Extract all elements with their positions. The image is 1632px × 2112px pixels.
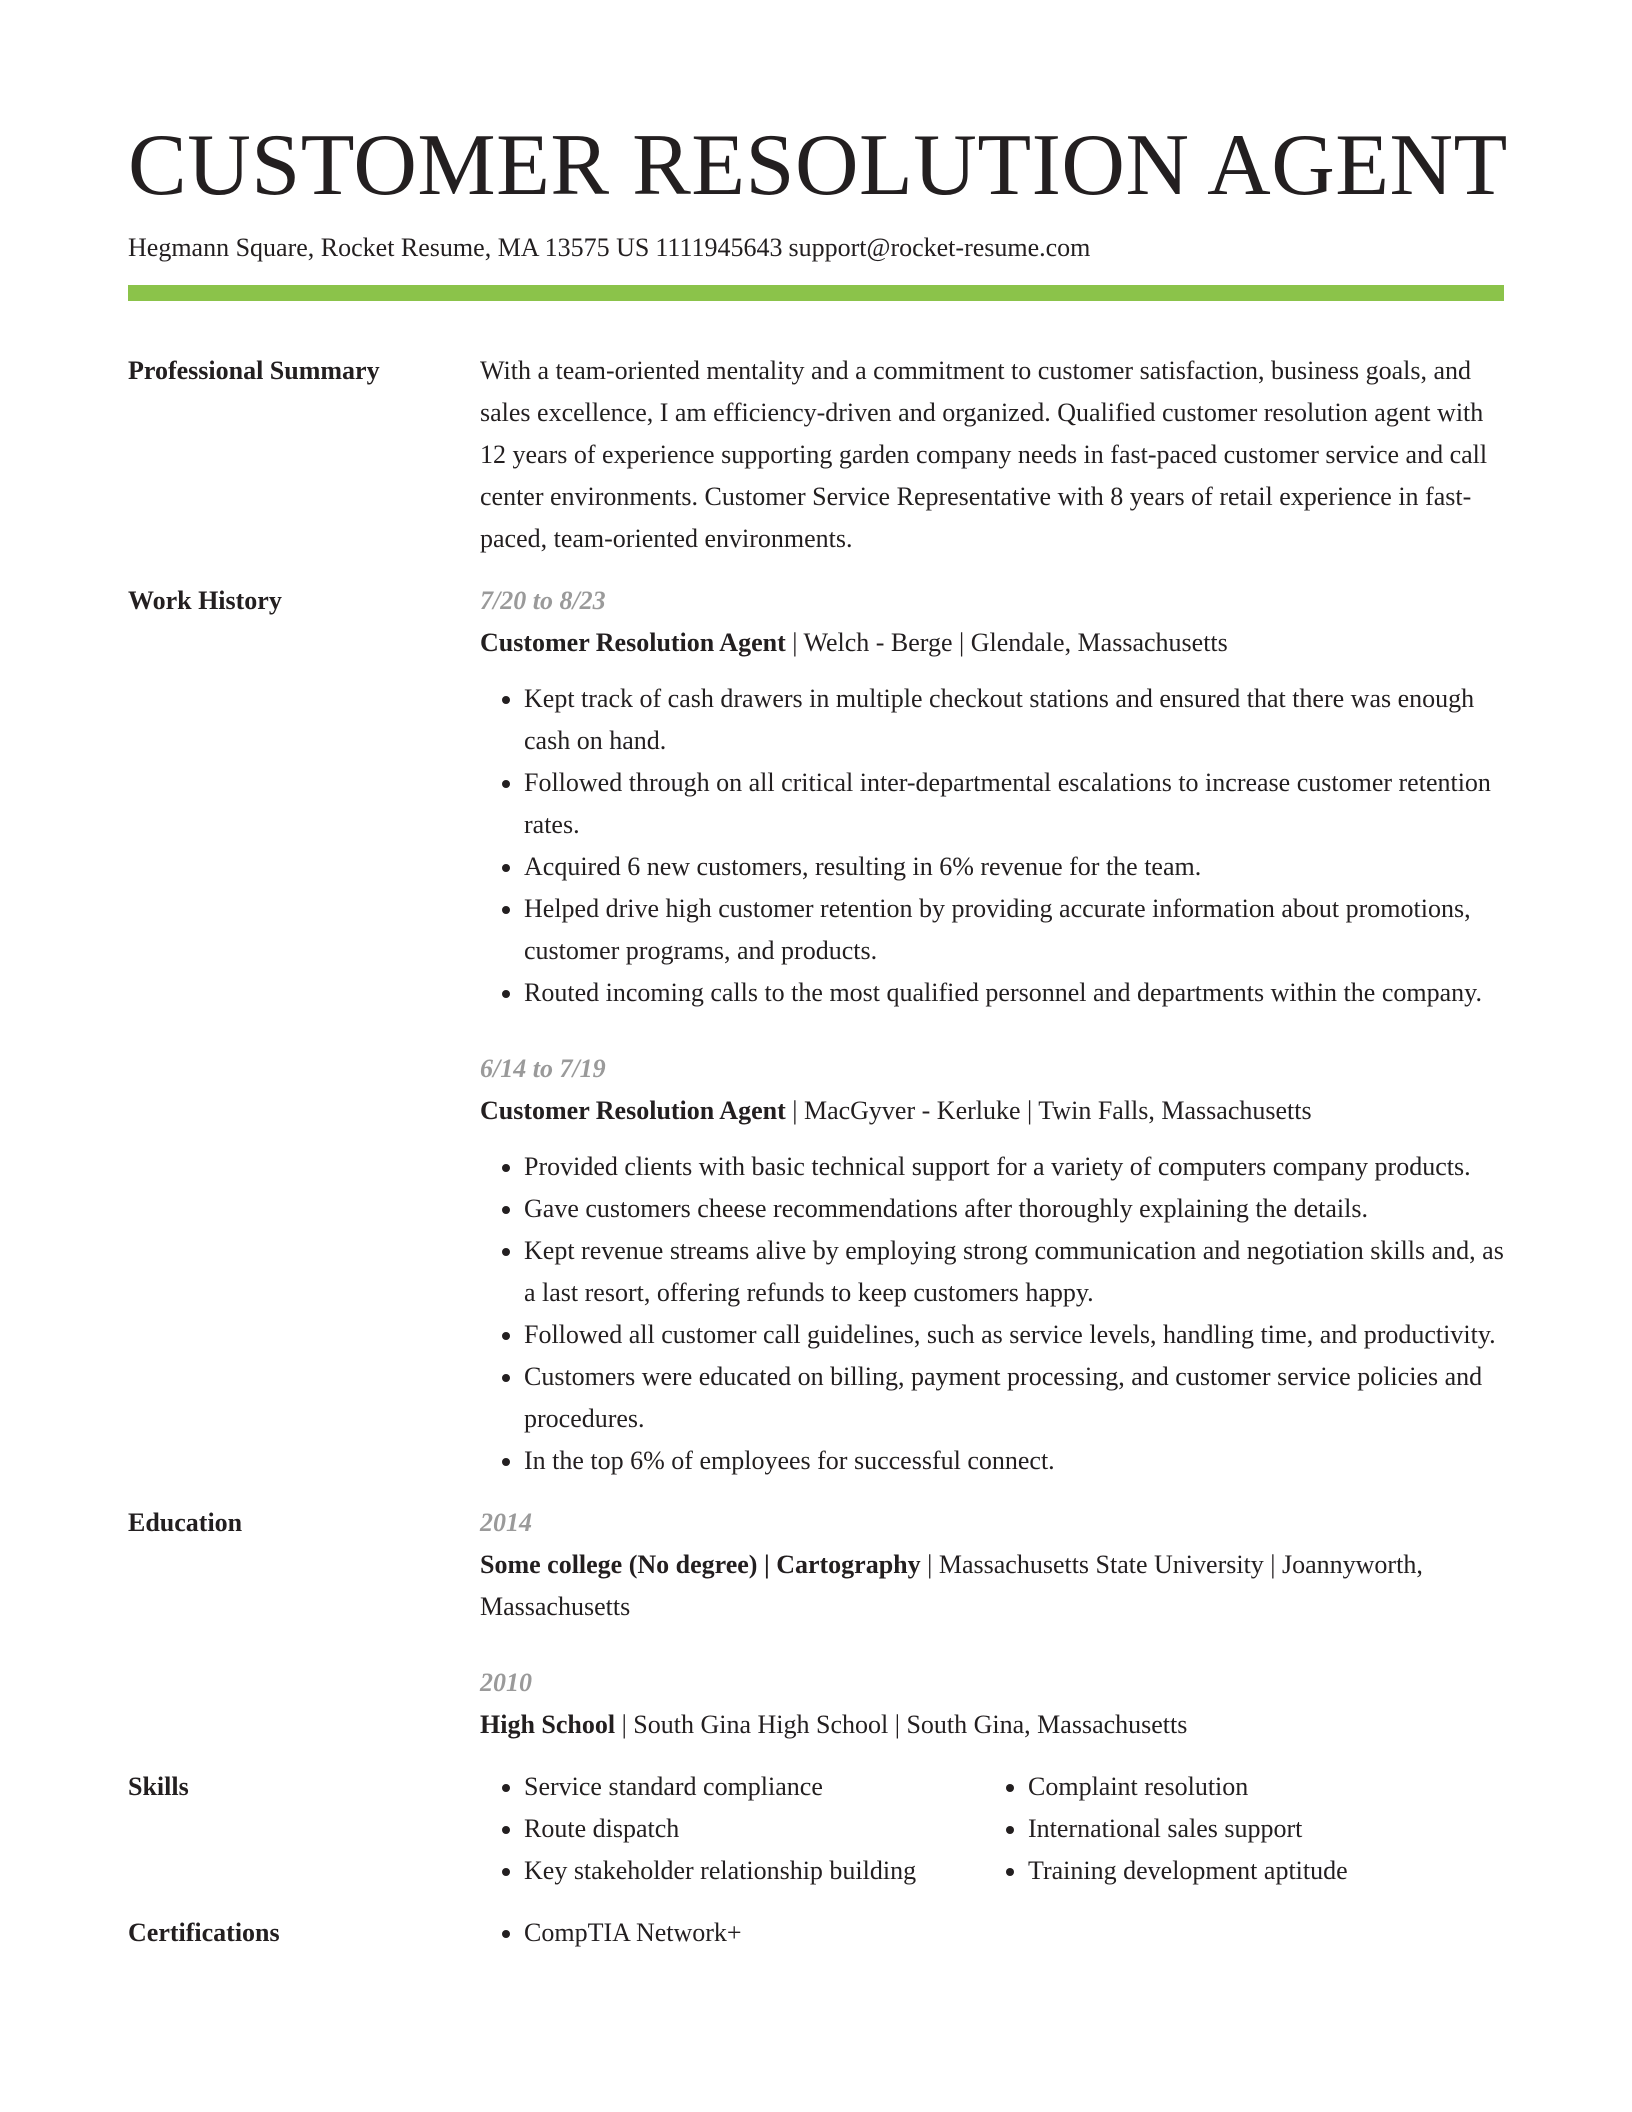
section-label-summary: Professional Summary: [128, 356, 380, 385]
list-item: • Gave customers cheese recommendations after thoroughly explaining the details.: [524, 1188, 1504, 1230]
contact-phone: 1111945643: [655, 233, 783, 262]
education-degree: High School: [480, 1710, 616, 1739]
education-heading: [480, 1544, 1504, 1628]
job-entry: [480, 1048, 1504, 1482]
job-dates: 6/14 to 7/19: [480, 1054, 606, 1083]
work-history-body: [480, 580, 1504, 1482]
skill-item: • Route dispatch: [524, 1808, 984, 1850]
skills-column: [984, 1766, 1488, 1892]
education-details: | Massachusetts State University | Joannyworth, Massachusetts: [480, 1550, 1423, 1621]
summary-text: With a team-oriented mentality and a commitment to customer satisfaction, business goals, and sales excellence, I am efficiency-driven and organized. Qualified customer resolution agent with 12 years of experience supporting garden company needs in fast-paced customer service and call center environments. Customer Service Representative with 8 years of retail experience in fast-paced, team-oriented environments.: [480, 356, 1488, 553]
job-details: | Welch - Berge | Glendale, Massachusetts: [785, 628, 1228, 657]
job-bullets: [480, 678, 1504, 1014]
skills-column: [480, 1766, 984, 1892]
job-dates: 7/20 to 8/23: [480, 586, 606, 615]
list-item: • Customers were educated on billing, payment processing, and customer service policies and procedures.: [524, 1356, 1504, 1440]
list-item: • Provided clients with basic technical support for a variety of computers company products.: [524, 1146, 1504, 1188]
summary-section: [128, 350, 1504, 560]
list-item: • Followed all customer call guidelines, such as service levels, handling time, and productivity.: [524, 1314, 1504, 1356]
section-label-education: Education: [128, 1508, 243, 1537]
list-item: • In the top 6% of employees for successful connect.: [524, 1440, 1504, 1482]
list-item: • Kept revenue streams alive by employing strong communication and negotiation skills and, as a last resort, offering refunds to keep customers happy.: [524, 1230, 1504, 1314]
skill-item: • Service standard compliance: [524, 1766, 984, 1808]
list-item: • Acquired 6 new customers, resulting in 6% revenue for the team.: [524, 846, 1504, 888]
resume-title: CUSTOMER RESOLUTION AGENT: [128, 117, 1508, 214]
skills-grid: [480, 1766, 1504, 1892]
education-body: [480, 1502, 1504, 1746]
section-label-skills: Skills: [128, 1772, 189, 1801]
education-year: 2014: [480, 1508, 532, 1537]
header-divider: [128, 285, 1504, 301]
job-bullets: [480, 1146, 1504, 1482]
list-item: • Followed through on all critical inter-departmental escalations to increase customer retention rates.: [524, 762, 1504, 846]
list-item: • Kept track of cash drawers in multiple checkout stations and ensured that there was enough cash on hand.: [524, 678, 1504, 762]
skills-section: [128, 1766, 1504, 1892]
contact-line: [128, 232, 1096, 263]
education-details: | South Gina High School | South Gina, Massachusetts: [615, 1710, 1188, 1739]
resume-sections: [128, 350, 1504, 1974]
contact-email: support@rocket-resume.com: [788, 233, 1091, 262]
education-year: 2010: [480, 1668, 532, 1697]
job-entry: [480, 580, 1504, 1014]
certifications-section: [128, 1912, 1504, 1954]
education-heading: [480, 1704, 1504, 1746]
job-heading: [480, 1090, 1504, 1132]
certification-item: • CompTIA Network+: [524, 1912, 1504, 1954]
education-entry: [480, 1662, 1504, 1746]
education-entry: [480, 1502, 1504, 1628]
skill-item: • Key stakeholder relationship building: [524, 1850, 984, 1892]
skill-item: • International sales support: [1028, 1808, 1488, 1850]
skill-item: • Complaint resolution: [1028, 1766, 1488, 1808]
job-title: Customer Resolution Agent: [480, 1096, 786, 1125]
education-section: [128, 1502, 1504, 1746]
certifications-body: [480, 1912, 1504, 1954]
education-degree: Some college (No degree) | Cartography: [480, 1550, 921, 1579]
skill-item: • Training development aptitude: [1028, 1850, 1488, 1892]
section-label-work-history: Work History: [128, 586, 282, 615]
job-details: | MacGyver - Kerluke | Twin Falls, Massachusetts: [785, 1096, 1312, 1125]
work-history-section: [128, 580, 1504, 1482]
list-item: • Routed incoming calls to the most qualified personnel and departments within the company.: [524, 972, 1504, 1014]
contact-address: Hegmann Square, Rocket Resume, MA 13575 US: [128, 233, 650, 262]
section-label-certifications: Certifications: [128, 1918, 280, 1947]
certifications-list: [480, 1912, 1504, 1954]
job-title: Customer Resolution Agent: [480, 628, 786, 657]
job-heading: [480, 622, 1504, 664]
list-item: • Helped drive high customer retention by providing accurate information about promotions, customer programs, and products.: [524, 888, 1504, 972]
